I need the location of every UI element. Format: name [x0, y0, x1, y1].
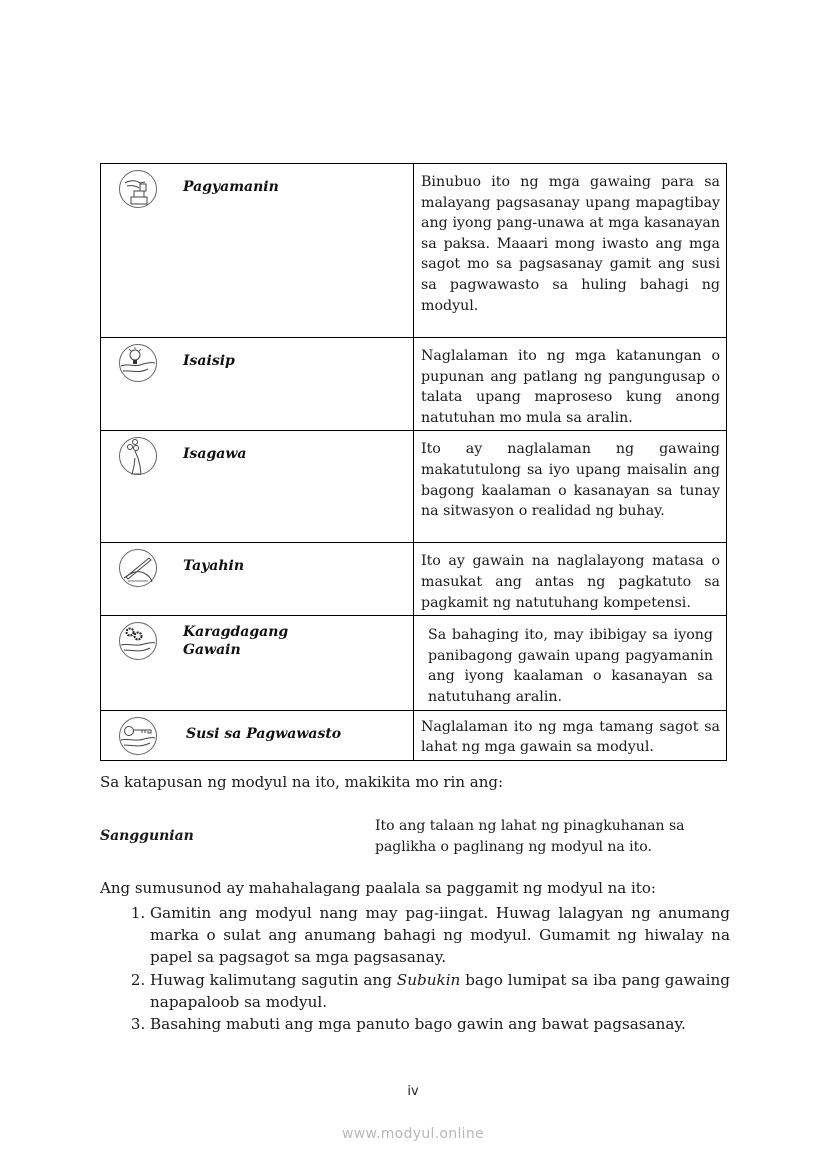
list-item — [150, 1013, 730, 1035]
term-label-line1: Karagdagang — [183, 624, 289, 641]
reminder-text-after: bago lumipat sa iba pang gawaing napapaloob sa modyul. — [150, 970, 730, 1011]
term-label: Pagyamanin — [183, 179, 279, 195]
reminder-text: Basahing mabuti ang mga panuto bago gawin ang bawat pagsasanay. — [150, 1015, 686, 1034]
description-cell — [414, 431, 727, 543]
term-cell — [101, 338, 414, 431]
page-number: iv — [407, 1084, 419, 1099]
term-label-line2: Gawain — [183, 642, 241, 659]
sanggunian-description-line1: Ito ang talaan ng lahat ng pinagkuhanan sa — [375, 818, 685, 834]
term-description: Naglalaman ito ng mga tamang sagot sa lahat ng mga gawain sa modyul. — [421, 718, 720, 756]
term-description: Naglalaman ito ng mga katanungan o pupunan ang patlang ng pangungusap o talata upang maproseso kung anong natutuhan mo mula sa aralin. — [421, 348, 720, 426]
sanggunian-term: Sanggunian — [100, 828, 194, 844]
term-cell — [101, 164, 414, 338]
watermark: www.modyul.online — [342, 1126, 484, 1142]
sanggunian-description-line2: paglikha o paglinang ng modyul na ito. — [375, 838, 652, 855]
term-description: Ito ay naglalaman ng gawaing makatutulong sa iyo upang maisalin ang bagong kaalaman o kasanayan sa tunay na sitwasyon o realidad ng buhay. — [421, 441, 720, 520]
table-row — [101, 710, 727, 760]
description-cell — [414, 710, 727, 760]
term-label: Tayahin — [183, 558, 245, 575]
description-cell — [414, 616, 727, 710]
list-item — [150, 902, 730, 969]
term-cell — [101, 431, 414, 543]
term-label: Susi sa Pagwawasto — [186, 725, 342, 742]
table-row — [101, 616, 727, 710]
term-description: Binubuo ito ng mga gawaing para sa malayang pagsasanay upang mapagtibay ang iyong pang-unawa at mga kasanayan sa paksa. Maaari mong iwasto ang mga sagot mo sa pagsasanay gamit ang susi sa pagwawasto sa huling bahagi ng modyul. — [421, 174, 720, 314]
term-cell — [101, 616, 414, 710]
reminder-text-before: Huwag kalimutang sagutin ang — [150, 970, 397, 989]
sanggunian-description — [375, 816, 735, 857]
hand-building-blocks-icon — [118, 169, 158, 209]
description-cell — [414, 164, 727, 338]
module-guide-table — [100, 163, 727, 761]
term-label: Isaisip — [183, 353, 235, 369]
table-row — [101, 431, 727, 543]
term-label — [183, 623, 288, 659]
term-description: Ito ay gawain na naglalayong matasa o masukat ang antas ng pagkatuto sa pagkamit ng natutuhang kompetensi. — [421, 553, 720, 611]
reminders-intro: Ang sumusunod ay mahahalagang paalala sa paggamit ng modyul na ito: — [100, 879, 656, 897]
table-row — [101, 338, 727, 431]
table-row — [101, 164, 727, 338]
lightbulb-hand-icon — [118, 343, 158, 383]
description-cell — [414, 543, 727, 616]
reminder-emphasis: Subukin — [396, 970, 461, 989]
term-cell — [101, 710, 414, 760]
hand-gears-raised-icon — [118, 436, 158, 476]
gears-hand-icon — [118, 621, 158, 661]
key-hand-icon — [118, 716, 158, 756]
term-cell — [101, 543, 414, 616]
end-section-intro: Sa katapusan ng modyul na ito, makikita mo rin ang: — [100, 773, 504, 791]
description-cell — [414, 338, 727, 431]
term-label: Isagawa — [183, 446, 247, 463]
reminder-text: Gamitin ang modyul nang may pag-iingat. Huwag lalagyan ng anumang marka o sulat ang anumang bahagi ng modyul. Gumamit ng hiwalay na papel sa pagsagot sa mga pagsasanay. — [150, 904, 730, 967]
table-row — [101, 543, 727, 616]
term-description: Sa bahaging ito, may ibibigay sa iyong panibagong gawain upang pagyamanin ang iyong kaalaman o kasanayan sa natutuhang aralin. — [428, 627, 713, 705]
hand-pen-writing-icon — [118, 548, 158, 588]
list-item — [150, 969, 730, 1013]
reminders-list — [100, 902, 730, 1035]
